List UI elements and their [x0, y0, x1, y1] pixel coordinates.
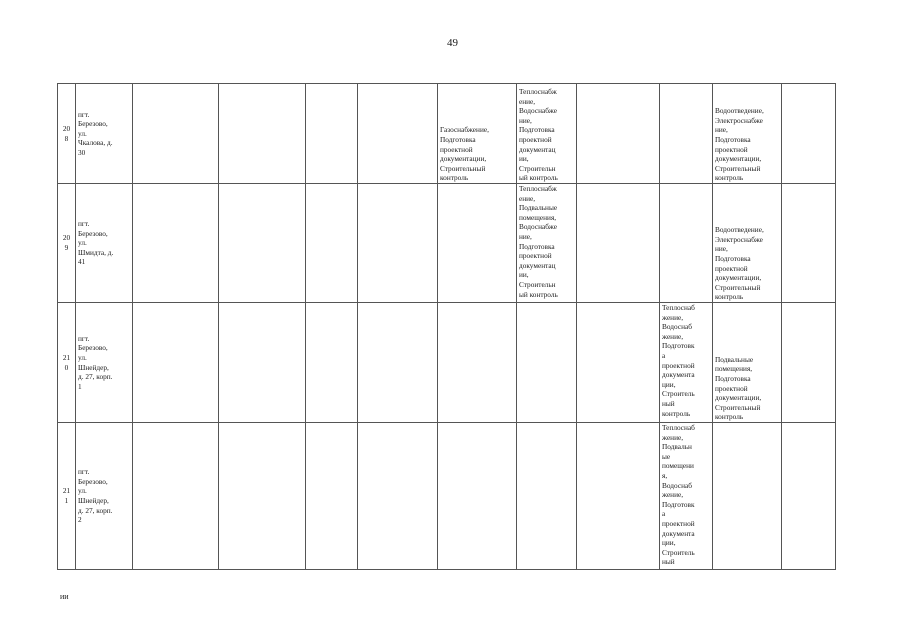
address-cell: пгт. Березово, ул. Чкалова, д. 30	[76, 84, 133, 184]
works-cell	[660, 184, 713, 303]
works-cell	[713, 423, 782, 570]
works-cell: Газоснабжение, Подготовка проектной документации, Строительный контроль	[438, 84, 517, 184]
row-number: 21 1	[58, 423, 76, 570]
works-cell: Теплоснаб жение, Водоснаб жение, Подготовк а проектной документа ции, Строитель ный контроль	[660, 303, 713, 423]
work-schedule-table	[57, 83, 836, 570]
table-row	[58, 84, 836, 184]
footer-mark: ии	[60, 592, 69, 601]
works-cell	[438, 423, 517, 570]
table-row	[58, 303, 836, 423]
row-number: 20 8	[58, 84, 76, 184]
row-number: 21 0	[58, 303, 76, 423]
works-cell: Теплоснабж ение, Подвальные помещения, Водоснабже ние, Подготовка проектной документац ии, Строительн ый контроль	[517, 184, 577, 303]
works-cell	[660, 84, 713, 184]
address-cell: пгт. Березово, ул. Шмидта, д. 41	[76, 184, 133, 303]
works-cell: Водоотведение, Электроснабже ние, Подготовка проектной документации, Строительный контроль	[713, 184, 782, 303]
works-cell: Подвальные помещения, Подготовка проектной документации, Строительный контроль	[713, 303, 782, 423]
works-cell: Теплоснаб жение, Подвальн ые помещени я, Водоснаб жение, Подготовк а проектной документа ции, Строитель ный	[660, 423, 713, 570]
page-number: 49	[447, 37, 458, 49]
works-cell	[438, 303, 517, 423]
works-cell	[517, 423, 577, 570]
address-cell: пгт. Березово, ул. Шнейдер, д. 27, корп. 2	[76, 423, 133, 570]
works-cell	[438, 184, 517, 303]
works-cell: Водоотведение, Электроснабже ние, Подготовка проектной документации, Строительный контроль	[713, 84, 782, 184]
works-cell: Теплоснабж ение, Водоснабже ние, Подготовка проектной документац ии, Строительн ый контроль	[517, 84, 577, 184]
table-row	[58, 184, 836, 303]
table-row	[58, 423, 836, 570]
works-cell	[517, 303, 577, 423]
row-number: 20 9	[58, 184, 76, 303]
address-cell: пгт. Березово, ул. Шнейдер, д. 27, корп. 1	[76, 303, 133, 423]
